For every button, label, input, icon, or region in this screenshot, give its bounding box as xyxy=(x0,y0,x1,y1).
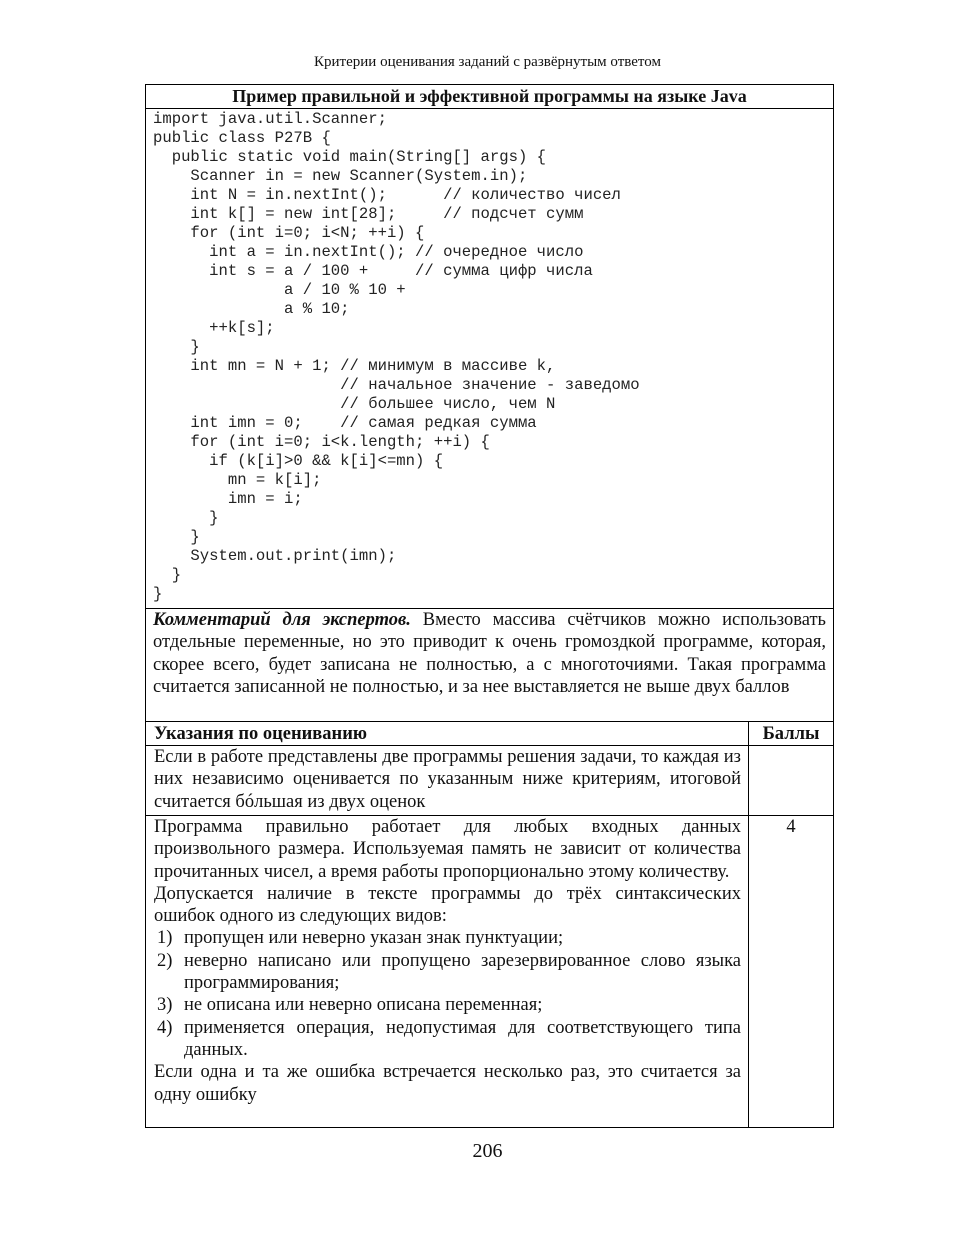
criteria-paragraph: Если одна и та же ошибка встречается несколько раз, это считается за одну ошибку xyxy=(154,1062,741,1105)
list-item-number: 1) xyxy=(157,928,173,949)
points-cell-empty xyxy=(749,746,833,816)
list-item-text: применяется операция, недопустимая для соответствующего типа данных. xyxy=(184,1017,741,1060)
list-item-text: не описана или неверно описана переменная; xyxy=(184,995,543,1016)
list-item-number: 4) xyxy=(157,1017,173,1038)
criteria-paragraph: Допускается наличие в тексте программы до трёх синтаксических ошибок одного из следующих видов: xyxy=(154,883,741,927)
list-item-number: 3) xyxy=(157,995,173,1016)
java-code-listing: import java.util.Scanner; public class P27B { public static void main(String[] args) { Scanner in = new Scanner(System.in); int N = in.nextInt(); // количество чисел int k[] = new int[28]; // подсчет сумм for (int i=0; i<N; ++i) { int a = in.nextInt(); // очередное число int s = a / 100 + // сумма цифр числа a / 10 % 10 + a % 10; ++k[s]; } int mn = N + 1; // минимум в массиве k, // начальное значение - заведомо // большее число, чем N int imn = 0; // самая редкая сумма for (int i=0; i<k.length; ++i) { if (k[i]>0 && k[i]<=mn) { mn = k[i]; imn = i; } } System.out.print(imn); } } xyxy=(146,109,833,609)
running-header: Критерии оценивания заданий с развёрнутым ответом xyxy=(314,54,661,70)
comment-body: Вместо массива счётчиков можно использовать отдельные переменные, но это приводит к очень громоздкой программе, которая, скорее всего, будет записана не полностью, а с многоточиями. Такая программа считается записанной не полностью, и за нее выставляется не выше двух баллов xyxy=(153,610,826,697)
criteria-row-full-score xyxy=(146,816,749,1127)
program-title: Пример правильной и эффективной программы на языке Java xyxy=(146,85,833,109)
points-column-header: Баллы xyxy=(749,722,833,746)
list-item xyxy=(154,950,741,995)
comment-lead: Комментарий для экспертов. xyxy=(153,610,411,630)
grading-table xyxy=(146,722,833,1127)
list-item xyxy=(154,994,741,1016)
program-box xyxy=(145,84,834,1128)
criteria-column-header: Указания по оцениванию xyxy=(146,722,749,746)
criteria-row-two-programs: Если в работе представлены две программы решения задачи, то каждая из них независимо оценивается по указанным ниже критериям, итоговой считается бóльшая из двух оценок xyxy=(146,746,749,816)
experts-comment xyxy=(146,609,833,722)
criteria-paragraph: Программа правильно работает для любых входных данных произвольного размера. Используемая память не зависит от количества прочитанных чисел, а время работы пропорционально этому количеству. xyxy=(154,817,741,882)
list-item xyxy=(154,1017,741,1062)
list-item-number: 2) xyxy=(157,950,173,971)
list-item-text: неверно написано или пропущено зарезервированное слово языка программирования; xyxy=(184,950,741,994)
syntax-error-list xyxy=(154,927,741,1061)
list-item-text: пропущен или неверно указан знак пунктуации; xyxy=(184,928,564,949)
list-item xyxy=(154,927,741,949)
page-number: 206 xyxy=(472,1140,503,1162)
points-cell-four: 4 xyxy=(786,817,796,837)
